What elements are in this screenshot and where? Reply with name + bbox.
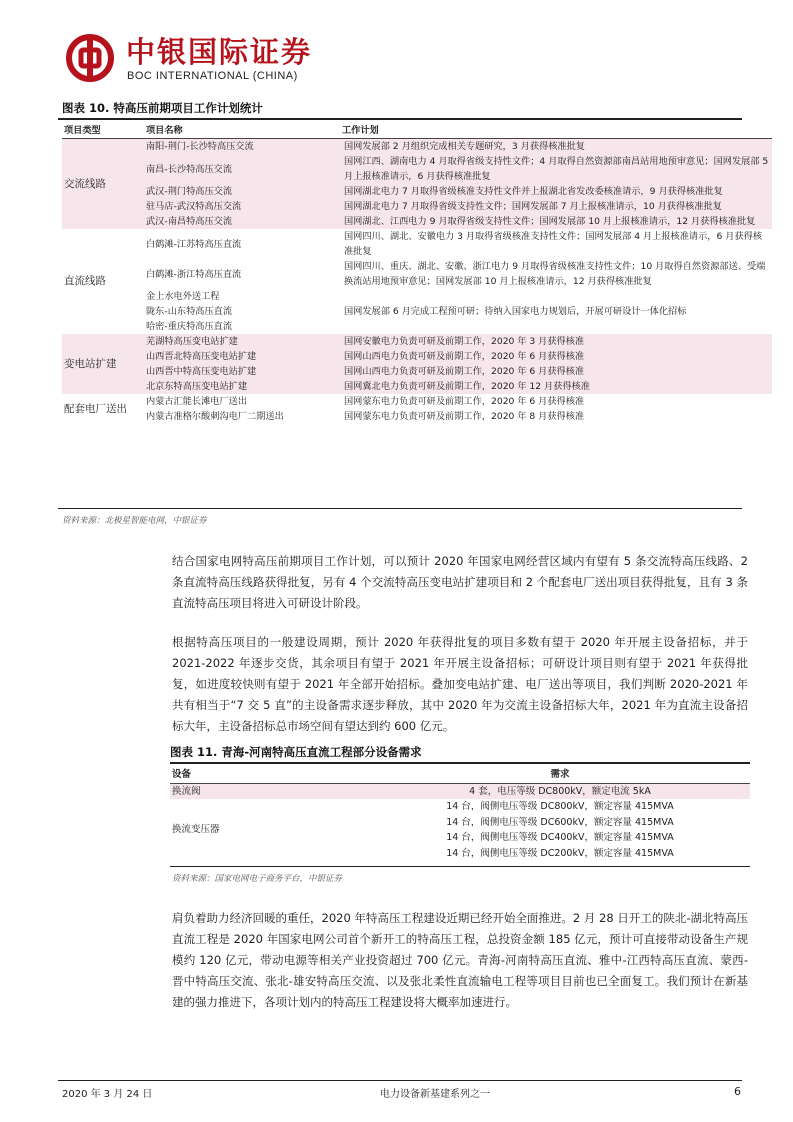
table10-title: 图表 10. 特高压前期项目工作计划统计: [62, 101, 263, 115]
table11-source: 资料来源：国家电网电子商务平台，中银证券: [172, 874, 343, 884]
work-plan-cell: 国网湖北电力 7 月取得省级核准支持性文件并上报湖北省发改委核准请示，9 月获得核准批复: [340, 184, 772, 199]
table11-header-requirement: 需求: [370, 767, 750, 783]
project-name-cell: 山西晋中特高压变电站扩建: [144, 364, 340, 379]
table10-header-plan: 工作计划: [340, 123, 772, 139]
project-name-cell: 南阳-荆门-长沙特高压交流: [144, 139, 340, 155]
table10-header-type: 项目类型: [62, 123, 144, 139]
project-name-cell: 内蒙古准格尔酸刺沟电厂二期送出: [146, 411, 284, 422]
work-plan-cell: 国网四川、重庆、湖北、安徽、浙江电力 9 月取得省级核准支持性文件；10 月取得自然资源部送、受端换流站用地预审意见；国网发展部 10 月上报核准请示，12 月获得核准批复: [344, 261, 766, 287]
table11-bottom-rule: [170, 866, 750, 867]
table-row: [62, 199, 772, 214]
project-name-cell: 武汉-荆门特高压交流: [144, 184, 340, 199]
equipment-cell: 换流阀: [170, 783, 370, 799]
work-plan-cell: 国网安徽电力负责可研及前期工作，2020 年 3 月获得核准: [340, 334, 772, 349]
table-row: [62, 349, 772, 364]
table-row: [62, 409, 772, 424]
project-type-cell: 配套电厂送出: [64, 402, 127, 415]
equipment-cell: 换流变压器: [172, 824, 220, 836]
work-plan-cell: 国网发展部 2 月组织完成相关专题研究，3 月获得核准批复: [340, 139, 772, 155]
requirement-cell: 14 台，阀侧电压等级 DC400kV，额定容量 415MVA: [446, 832, 674, 843]
table10: [62, 123, 772, 424]
table-row: [170, 799, 750, 815]
boc-logo-icon: [66, 34, 114, 82]
project-type-cell: 交流线路: [62, 139, 144, 230]
table11-top-rule: [170, 762, 750, 764]
project-name-cell: 芜湖特高压变电站扩建: [144, 334, 340, 349]
table-row: [62, 364, 772, 379]
requirement-cell: 14 台，阀侧电压等级 DC200kV，额定容量 415MVA: [446, 847, 674, 859]
project-name-cell: 白鹤滩-江苏特高压直流: [146, 238, 242, 250]
table-row: [62, 259, 772, 289]
table-row: [62, 394, 772, 409]
table-row: [62, 229, 772, 259]
work-plan-cell: 国网湖北、江西电力 9 月取得省级支持性文件；国网发展部 10 月上报核准请示，12 月获得核准批复: [340, 214, 772, 229]
table10-header-row: [62, 123, 772, 139]
requirement-cell: 14 台，阀侧电压等级 DC800kV，额定容量 415MVA: [446, 801, 674, 812]
footer-rule: [58, 1080, 742, 1081]
table11-header-row: [170, 767, 750, 783]
table-row: [62, 214, 772, 229]
table10-source: 资料来源：北极星智能电网，中银证券: [62, 516, 207, 526]
table-row: [62, 154, 772, 184]
footer-series: 电力设备新基建系列之一: [380, 1089, 490, 1100]
table10-header-name: 项目名称: [144, 123, 340, 139]
project-type-cell: 直流线路: [64, 275, 106, 287]
table10-bottom-rule: [58, 508, 742, 509]
paragraph-3: 肩负着助力经济回暖的重任，2020 年特高压工程建设近期已经开始全面推进。2 月 28 日开工的陕北-湖北特高压直流工程是 2020 年国家电网公司首个新开工的特高压工程，总投资金额 185 亿元，预计可直接带动设备生产规模约 120 亿元，带动电源等相关产业投资超过 700 亿元。青海-河南特高压直流、雅中-江西特高压直流、蒙西-晋中特高压交流、张北-雄安特高压交流、以及张北柔性直流输电工程等项目目前也已全面复工。我们预计在新基建的强力推进下，各项计划内的特高压工程建设将大概率加速进行。: [172, 911, 748, 1009]
table-row: [62, 334, 772, 349]
project-name-cell: 山西晋北特高压变电站扩建: [144, 349, 340, 364]
project-type-cell: 变电站扩建: [62, 334, 144, 394]
work-plan-cell: 国网四川、湖北、安徽电力 3 月取得省级核准支持性文件；国网发展部 4 月上报核准请示，6 月获得核准批复: [344, 231, 763, 257]
project-name-cell: 北京东特高压变电站扩建: [144, 379, 340, 394]
table-row: [62, 379, 772, 394]
table-row: [170, 783, 750, 799]
work-plan-cell: 国网蒙东电力负责可研及前期工作，2020 年 8 月获得核准: [344, 411, 585, 422]
work-plan-cell: 国网发展部 6 月完成工程预可研；待纳入国家电力规划后，开展可研设计一体化招标: [344, 306, 687, 317]
header-logo: [66, 34, 366, 82]
work-plan-cell: 国网湖北电力 7 月取得省级支持性文件；国网发展部 7 月上报核准请示，10 月获得核准批复: [340, 199, 772, 214]
work-plan-cell: 国网山西电力负责可研及前期工作，2020 年 6 月获得核准: [340, 364, 772, 379]
table-row: [62, 289, 772, 334]
project-name-cell: 金上水电外送工程 陇东-山东特高压直流 哈密-重庆特高压直流: [146, 291, 233, 332]
requirement-cell: 4 套，电压等级 DC800kV，额定电流 5kA: [370, 783, 750, 799]
table-row: [62, 184, 772, 199]
table11: [170, 767, 750, 861]
paragraph-1: 结合国家电网特高压前期项目工作计划，可以预计 2020 年国家电网经营区域内有望有 5 条交流特高压线路、2 条直流特高压线路获得批复，另有 4 个交流特高压变电站扩建项目和 2 个配套电厂送出项目获得批复，且有 3 条直流特高压项目将进入可研设计阶段。: [172, 554, 748, 610]
brand-name-cn: 中银国际证券: [126, 35, 313, 69]
page-number: 6: [734, 1085, 741, 1098]
work-plan-cell: 国网冀北电力负责可研及前期工作，2020 年 12 月获得核准: [340, 379, 772, 394]
requirement-cell: 14 台，阀侧电压等级 DC600kV，额定容量 415MVA: [446, 816, 674, 828]
project-name-cell: 武汉-南昌特高压交流: [144, 214, 340, 229]
footer-date: 2020 年 3 月 24 日: [62, 1089, 153, 1100]
project-name-cell: 驻马店-武汉特高压交流: [144, 199, 340, 214]
project-name-cell: 内蒙古汇能长滩电厂送出: [146, 396, 248, 407]
work-plan-cell: 国网江西、湖南电力 4 月取得省级支持性文件；4 月取得自然资源部南昌站用地预审意见；国网发展部 5 月上报核准请示，6 月获得核准批复: [340, 154, 772, 184]
work-plan-cell: 国网蒙东电力负责可研及前期工作，2020 年 6 月获得核准: [344, 396, 585, 407]
project-name-cell: 白鹤滩-浙江特高压直流: [146, 268, 242, 280]
project-name-cell: 南昌-长沙特高压交流: [144, 154, 340, 184]
table11-title: 图表 11. 青海-河南特高压直流工程部分设备需求: [170, 745, 422, 759]
table11-header-equipment: 设备: [170, 767, 370, 783]
work-plan-cell: 国网山西电力负责可研及前期工作，2020 年 6 月获得核准: [340, 349, 772, 364]
table10-top-rule: [58, 118, 742, 120]
paragraph-2: 根据特高压项目的一般建设周期，预计 2020 年获得批复的项目多数有望于 2020 年开展主设备招标，并于 2021-2022 年逐步交货，其余项目有望于 2021 年开展主设备招标；可研设计项目则有望于 2021 年获得批复，如进度较快则有望于 2021 年全部开始招标。叠加变电站扩建、电厂送出等项目，我们判断 2020-2021 年共有相当于“7 交 5 直”的主设备需求逐步释放，其中 2020 年为交流主设备招标大年，2021 年为直流主设备招标大年，主设备招标总市场空间有望达到约 600 亿元。: [172, 635, 748, 733]
brand-name-en: BOC INTERNATIONAL (CHINA): [127, 70, 298, 82]
table-row: [62, 139, 772, 155]
